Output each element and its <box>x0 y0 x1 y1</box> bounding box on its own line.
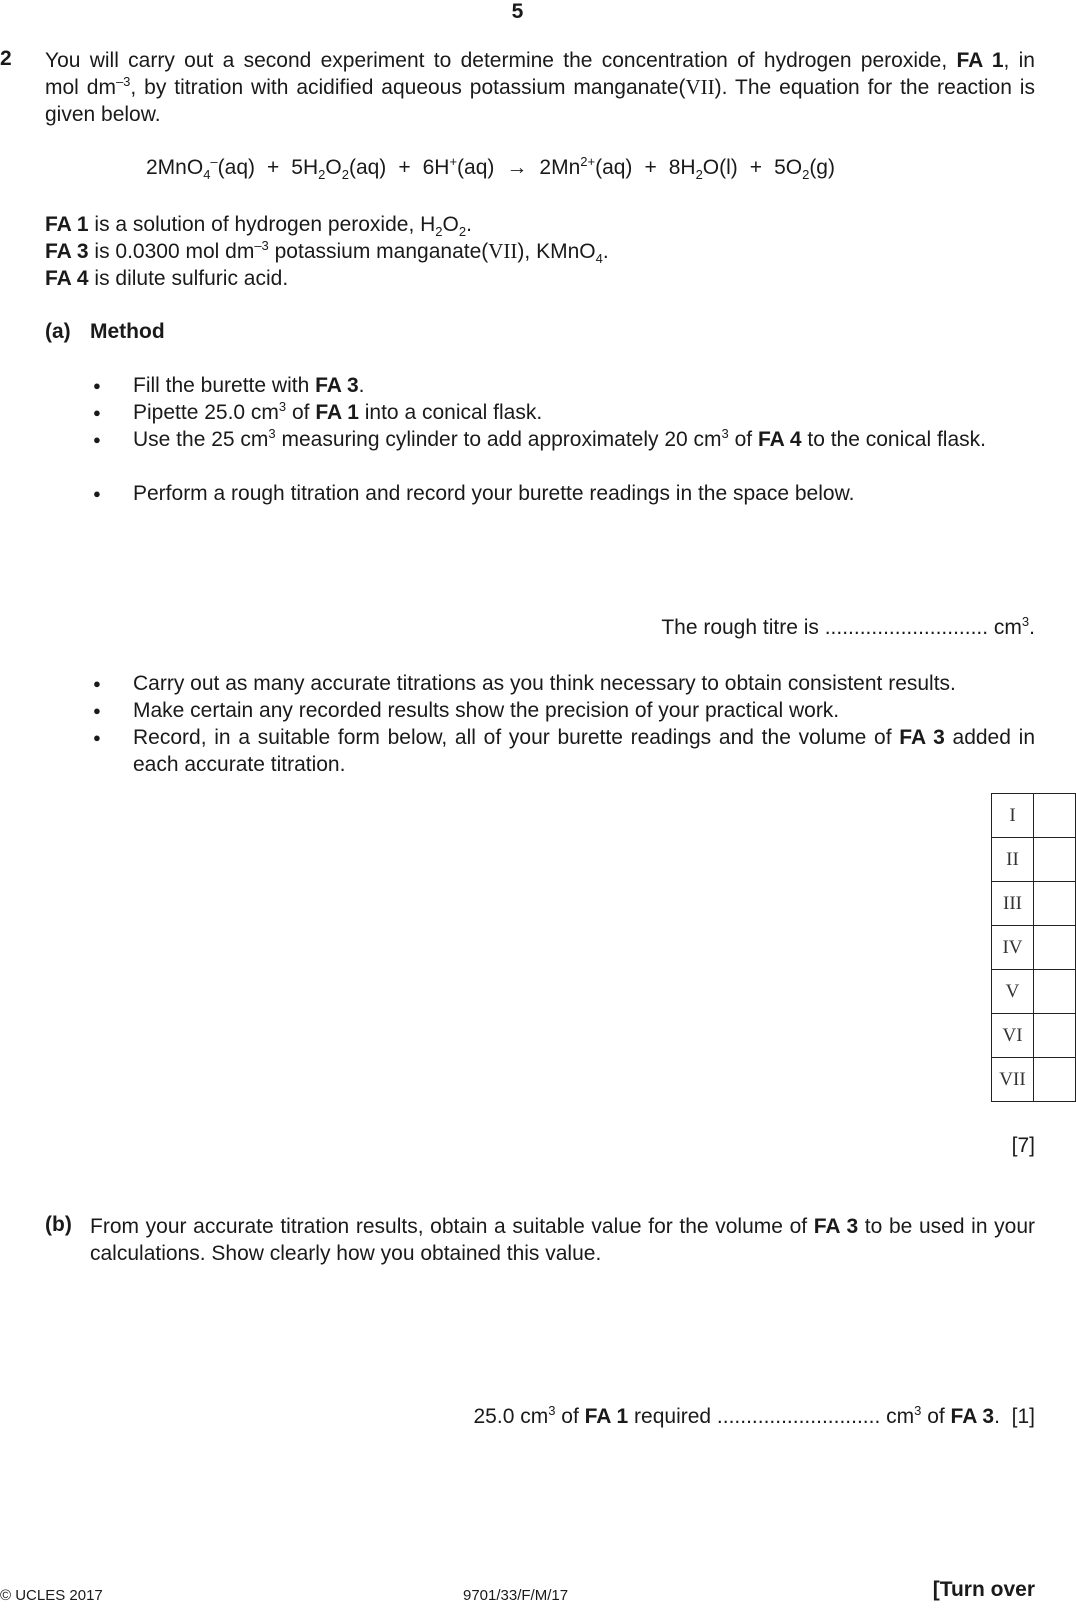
marks-box <box>1034 970 1076 1014</box>
marks-box <box>1034 794 1076 838</box>
part-b-answer-line: 25.0 $cm^3$ of FA 1 required ............................ $cm^3$ of FA 3. [1] <box>473 1403 1035 1428</box>
marks-box <box>1034 1014 1076 1058</box>
bullet-icon: ● <box>93 378 101 393</box>
marks-row <box>992 970 1076 1014</box>
marks-box <box>1034 838 1076 882</box>
reagent-fa4: FA 4 is dilute sulfuric acid. <box>45 267 289 290</box>
marks-row-label: VII <box>992 1058 1034 1102</box>
marks-row <box>992 1058 1076 1102</box>
part-b-label: (b) <box>45 1213 72 1236</box>
reagent-fa1: FA 1 is a solution of hydrogen peroxide, $H_2O_2$. <box>45 213 472 240</box>
page-number: 5 <box>511 0 524 23</box>
method-step-2: Pipette 25.0 $cm^3$ of FA 1 into a conical flask. <box>133 399 543 424</box>
marks-row-label: VI <box>992 1014 1034 1058</box>
marks-row-label: IV <box>992 926 1034 970</box>
marks-box <box>1034 1058 1076 1102</box>
marks-row <box>992 838 1076 882</box>
part-b-instruction: From your accurate titration results, obtain a suitable value for the volume of FA 3 to be used in your calculations. Show clearly how you obtained this value. <box>90 1215 1036 1265</box>
question-intro-rest: mol $dm^{-3}$, by titration with acidified aqueous potassium manganate(VII). The equation for the reaction is given below. <box>45 74 1035 126</box>
bullet-icon: ● <box>93 405 101 420</box>
method-step-1: Fill the burette with FA 3. <box>133 374 365 397</box>
rough-titre-answer-line: The rough titre is ............................ $cm^3$. <box>661 614 1035 639</box>
marks-row-label: III <box>992 882 1034 926</box>
question-number: 2 <box>0 47 12 70</box>
marks-row-label: II <box>992 838 1034 882</box>
footer-copyright: © UCLES 2017 <box>0 1587 103 1604</box>
bullet-icon: ● <box>93 730 101 745</box>
reaction-equation: $2MnO_4^-(aq) + 5H_2O_2(aq) + 6H^+(aq) \to 2Mn^{2+}(aq) + 8H_2O(l) + 5O_2(g)$ <box>146 154 835 183</box>
turn-over: [Turn over <box>932 1578 1035 1601</box>
method-step-6: Make certain any recorded results show the precision of your practical work. <box>133 699 840 722</box>
marks-row <box>992 926 1076 970</box>
marks-row <box>992 882 1076 926</box>
part-b-marks: [1] <box>1011 1405 1035 1428</box>
marks-row <box>992 1014 1076 1058</box>
bullet-icon: ● <box>93 703 101 718</box>
bullet-icon: ● <box>93 486 101 501</box>
bullet-icon: ● <box>93 676 101 691</box>
part-a-marks: [7] <box>1011 1134 1035 1157</box>
marks-row-label: I <box>992 794 1034 838</box>
question-intro-line1: You will carry out a second experiment to determine the concentration of hydrogen peroxide, FA 1, in <box>45 49 1035 72</box>
reagent-fa3: FA 3 is 0.0300 mol $dm^{-3}$ potassium manganate(VII), KMnO$_4$. <box>45 238 609 267</box>
method-step-3: Use the 25 $cm^3$ measuring cylinder to add approximately 20 $cm^3$ of FA 4 to the conical flask. <box>133 426 986 451</box>
marks-row <box>992 794 1076 838</box>
method-step-5: Carry out as many accurate titrations as you think necessary to obtain consistent results. <box>133 672 956 695</box>
marks-box <box>1034 926 1076 970</box>
bullet-icon: ● <box>93 432 101 447</box>
part-a-title: Method <box>90 320 165 343</box>
method-step-4: Perform a rough titration and record your burette readings in the space below. <box>133 482 855 505</box>
examiner-marks-table <box>991 793 1076 1102</box>
part-a-label: (a) <box>45 320 71 343</box>
footer-paper-code: 9701/33/F/M/17 <box>463 1587 569 1604</box>
marks-row-label: V <box>992 970 1034 1014</box>
marks-box <box>1034 882 1076 926</box>
method-step-7: Record, in a suitable form below, all of your burette readings and the volume of FA 3 added in each accurate titration. <box>133 726 1035 776</box>
arrow-icon: → <box>506 156 528 179</box>
